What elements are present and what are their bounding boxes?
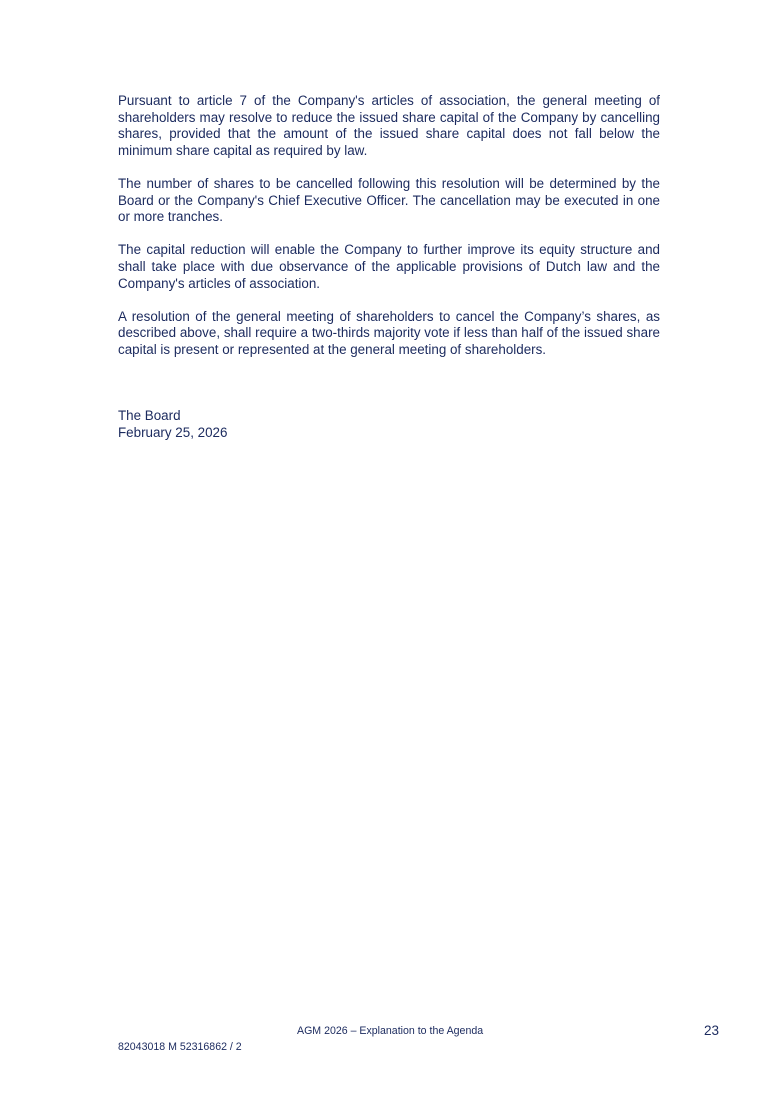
signatory: The Board [118, 408, 181, 423]
document-body [118, 93, 660, 375]
page-number: 23 [704, 1023, 720, 1038]
paragraph-number-of-shares: The number of shares to be cancelled following this resolution will be determined by the Board or the Company's Chief Executive Officer. The cancellation may be executed in one or more tranches. [118, 175, 660, 225]
footer-title: AGM 2026 – Explanation to the Agenda [297, 1025, 484, 1037]
signature-block [118, 408, 227, 441]
signature-date: February 25, 2026 [118, 424, 228, 440]
paragraph-capital-reduction-authority: Pursuant to article 7 of the Company's articles of association, the general meeting of shareholders may resolve to reduce the issued share capital of the Company by cancelling shares, provided that the amount of the issued share capital does not fall below the minimum share capital as required by law. [118, 93, 660, 158]
paragraph-capital-reduction-purpose: The capital reduction will enable the Company to further improve its equity structure and shall take place with due observance of the applicable provisions of Dutch law and the Company's articles of association. [118, 242, 660, 291]
document-reference: 82043018 M 52316862 / 2 [118, 1041, 242, 1053]
paragraph-majority-vote: A resolution of the general meeting of shareholders to cancel the Company’s shares, as described above, shall require a two-thirds majority vote if less than half of the issued share capital is present or represented at the general meeting of shareholders. [118, 308, 660, 357]
